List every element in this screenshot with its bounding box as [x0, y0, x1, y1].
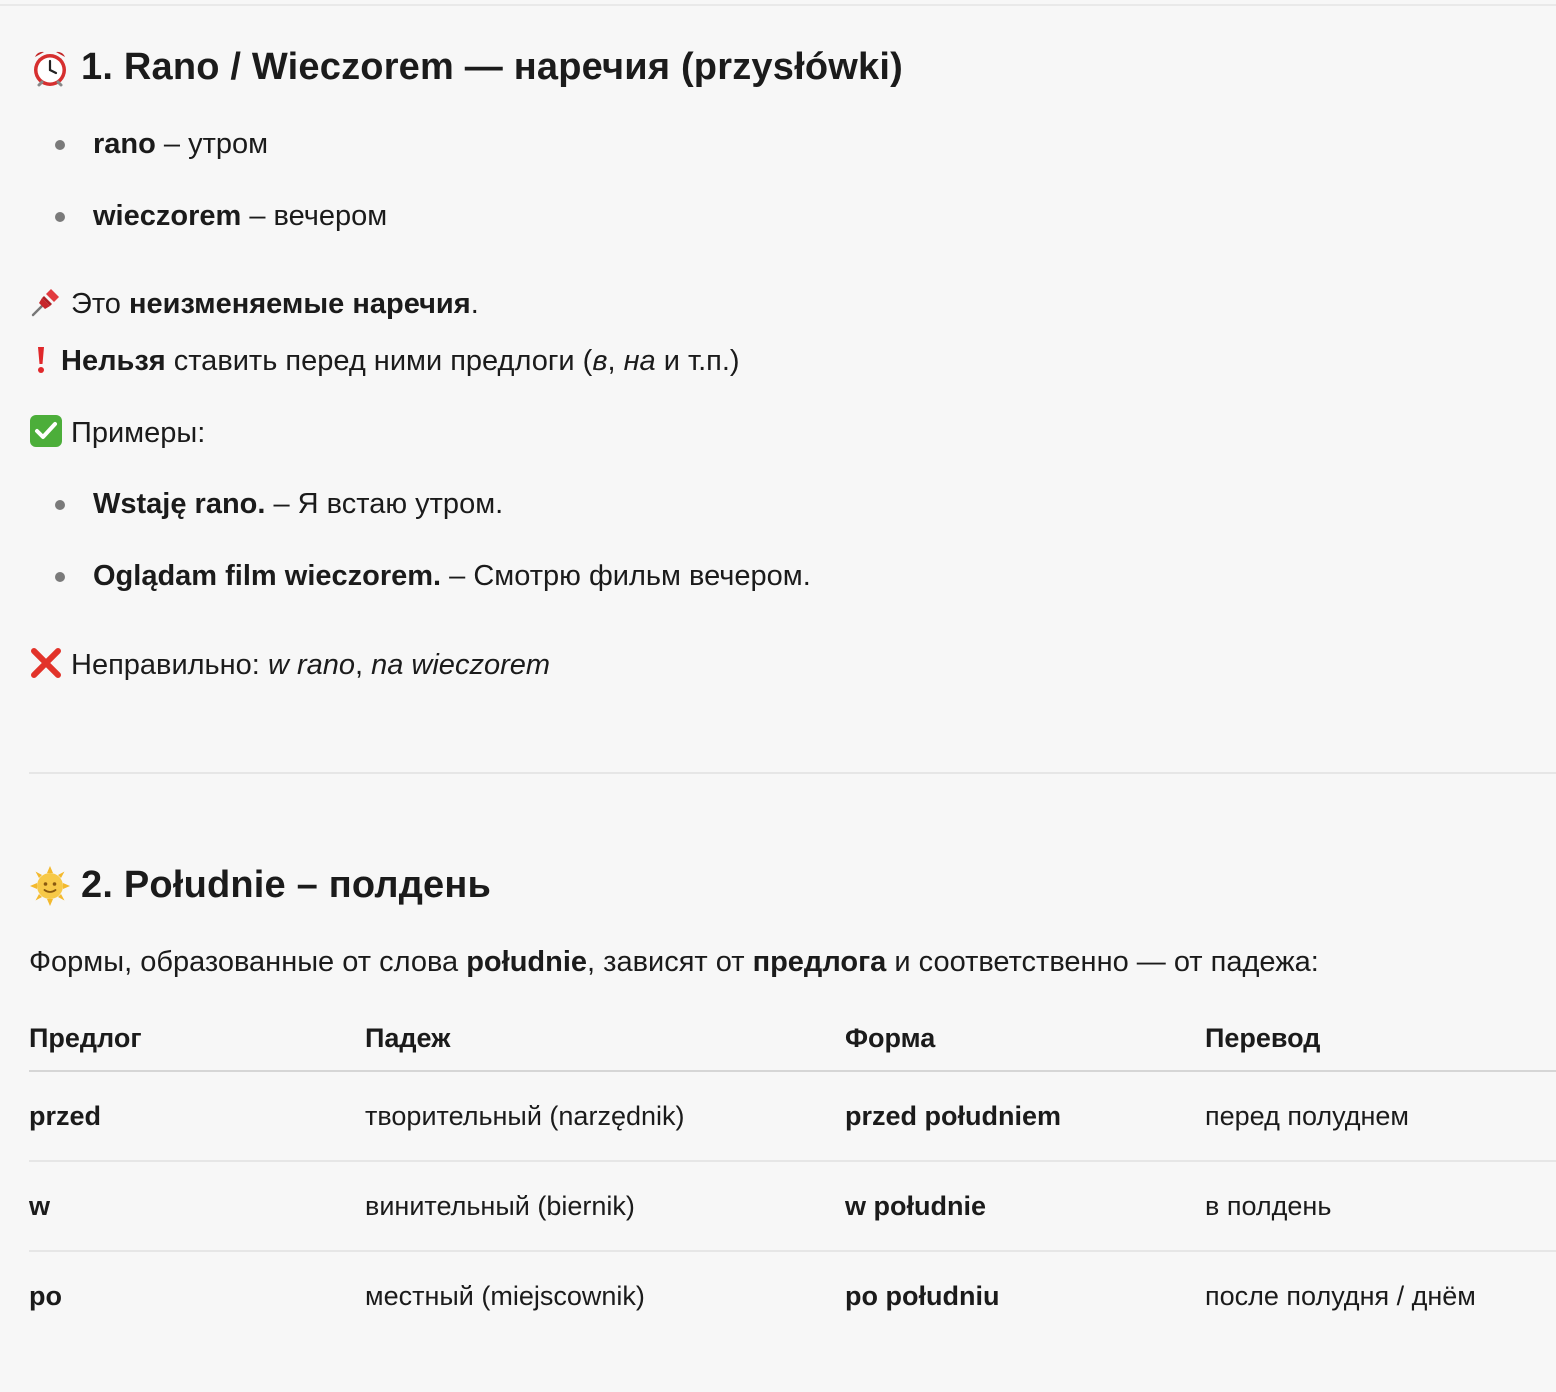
- poludnie-forms-table: [29, 1006, 1556, 1340]
- word-term: rano: [93, 128, 156, 160]
- pushpin-icon: [29, 285, 63, 319]
- cell-form: przed południem: [845, 1071, 1205, 1161]
- list-item: [29, 558, 811, 630]
- example-translation: – Я встаю утром.: [265, 488, 504, 520]
- list-item: [29, 486, 811, 558]
- cell-form: w południe: [845, 1161, 1205, 1251]
- alarm-clock-icon: [29, 47, 71, 89]
- note2-separator: ,: [607, 345, 624, 377]
- table-row: [29, 1071, 1556, 1161]
- bullet-icon: [55, 572, 65, 582]
- section1-heading: [29, 46, 903, 89]
- cell-case: творительный (narzędnik): [365, 1071, 845, 1161]
- sun-face-icon: [29, 865, 71, 907]
- intro-bold-2: предлога: [752, 946, 887, 978]
- wrong-usage: [29, 646, 550, 683]
- column-header-form: Форма: [845, 1006, 1205, 1071]
- bullet-icon: [55, 500, 65, 510]
- note2-suffix: и т.п.): [655, 345, 740, 377]
- top-border: [0, 4, 1556, 6]
- table-header-row: [29, 1006, 1556, 1071]
- check-mark-icon: [29, 414, 63, 448]
- bullet-icon: [55, 212, 65, 222]
- intro-bold-1: południe: [466, 946, 588, 978]
- note1-bold: неизменяемые наречия: [129, 288, 471, 320]
- column-header-translation: Перевод: [1205, 1006, 1556, 1071]
- section2-intro: [29, 944, 1319, 980]
- cell-preposition: przed: [29, 1071, 365, 1161]
- cell-translation: перед полуднем: [1205, 1071, 1556, 1161]
- cell-preposition: po: [29, 1280, 62, 1311]
- table-row: [29, 1251, 1556, 1340]
- note2-italic-v: в: [592, 345, 608, 377]
- examples-label: [29, 414, 205, 451]
- word-term: wieczorem: [93, 200, 242, 232]
- column-header-case: Падеж: [365, 1006, 845, 1071]
- cell-case: местный (miejscownik): [365, 1280, 645, 1311]
- bullet-icon: [55, 140, 65, 150]
- cell-preposition: w: [29, 1161, 365, 1251]
- word-translation: – вечером: [241, 200, 388, 232]
- note-invariable: [29, 285, 479, 322]
- note2-text: ставить перед ними предлоги (: [165, 345, 593, 377]
- section-divider: [29, 772, 1556, 774]
- cell-case: винительный (biernik): [365, 1161, 845, 1251]
- wrong-label: Неправильно:: [71, 649, 268, 681]
- cell-translation: в полдень: [1205, 1161, 1556, 1251]
- section1-heading-text: 1. Rano / Wieczorem — наречия (przysłówki): [81, 46, 903, 88]
- list-item: [29, 198, 387, 270]
- list-item: [29, 126, 387, 198]
- note2-italic-na: на: [623, 345, 656, 377]
- note-prepositions: [29, 342, 740, 379]
- example-polish: Wstaję rano.: [93, 488, 266, 520]
- section2-heading: [29, 864, 491, 907]
- examples-list: [29, 486, 811, 630]
- section2-heading-text: 2. Południe – полдень: [81, 864, 492, 906]
- cross-mark-icon: [29, 646, 63, 680]
- example-polish: Oglądam film wieczorem.: [93, 560, 442, 592]
- note1-prefix: Это: [71, 288, 129, 320]
- examples-label-text: Примеры:: [71, 417, 206, 449]
- example-translation: – Смотрю фильм вечером.: [441, 560, 811, 592]
- table-row: [29, 1161, 1556, 1251]
- cell-form: po południu: [845, 1280, 1000, 1311]
- note2-bold: Нельзя: [61, 345, 166, 377]
- cell-translation: после полудня / днём: [1205, 1280, 1476, 1311]
- wrong-example-2: na wieczorem: [371, 649, 551, 681]
- intro-text-2: , зависят от: [587, 946, 753, 978]
- wrong-separator: ,: [354, 649, 372, 681]
- intro-text-3: и соответственно — от падежа:: [886, 946, 1319, 978]
- intro-text-1: Формы, образованные от слова: [29, 946, 467, 978]
- column-header-preposition: Предлог: [29, 1006, 365, 1071]
- word-translation: – утром: [155, 128, 269, 160]
- words-list: [29, 126, 387, 270]
- wrong-example-1: w rano: [267, 649, 355, 681]
- exclamation-icon: [29, 342, 53, 376]
- note1-suffix: .: [470, 288, 479, 320]
